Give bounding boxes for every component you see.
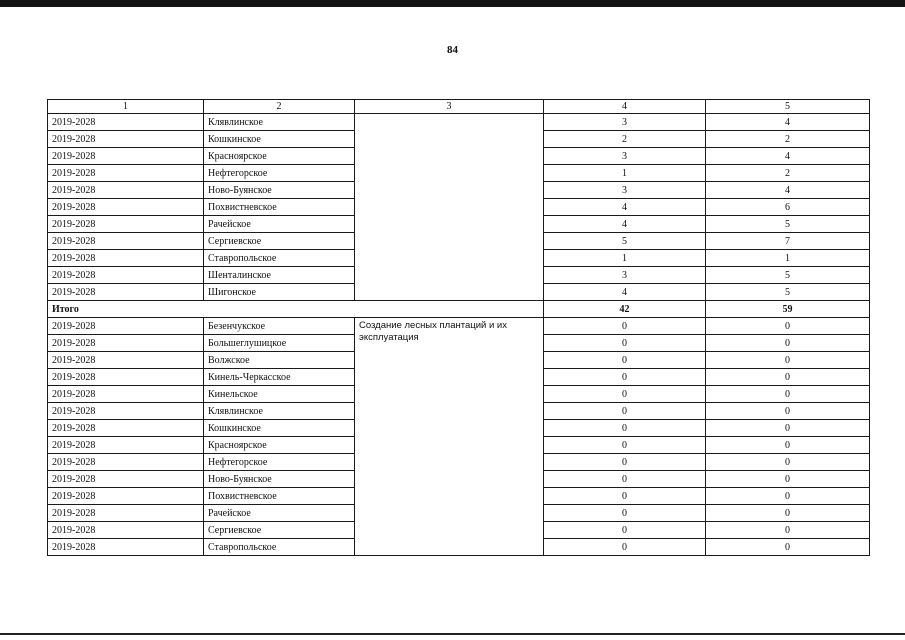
value-col5-cell: 0 xyxy=(706,505,870,522)
activity-cell xyxy=(355,114,544,301)
period-cell: 2019-2028 xyxy=(48,420,204,437)
value-col4-cell: 4 xyxy=(544,199,706,216)
table-row xyxy=(48,114,870,131)
period-cell: 2019-2028 xyxy=(48,114,204,131)
page-number: 84 xyxy=(447,44,458,56)
value-col5-cell: 0 xyxy=(706,454,870,471)
column-header: 2 xyxy=(204,100,355,114)
period-cell: 2019-2028 xyxy=(48,233,204,250)
value-col4-cell: 2 xyxy=(544,131,706,148)
value-col5-cell: 0 xyxy=(706,420,870,437)
period-cell: 2019-2028 xyxy=(48,335,204,352)
value-col5-cell: 4 xyxy=(706,182,870,199)
district-cell: Кошкинское xyxy=(204,131,355,148)
period-cell: 2019-2028 xyxy=(48,539,204,556)
value-col5-cell: 5 xyxy=(706,267,870,284)
period-cell: 2019-2028 xyxy=(48,403,204,420)
column-header: 4 xyxy=(544,100,706,114)
column-header: 1 xyxy=(48,100,204,114)
value-col5-cell: 0 xyxy=(706,522,870,539)
district-cell: Кинельское xyxy=(204,386,355,403)
value-col5-cell: 0 xyxy=(706,437,870,454)
value-col4-cell: 0 xyxy=(544,522,706,539)
district-cell: Сергиевское xyxy=(204,522,355,539)
period-cell: 2019-2028 xyxy=(48,386,204,403)
value-col4-cell: 0 xyxy=(544,437,706,454)
district-cell: Клявлинское xyxy=(204,403,355,420)
value-col4-cell: 1 xyxy=(544,250,706,267)
district-cell: Кинель-Черкасское xyxy=(204,369,355,386)
value-col4-cell: 0 xyxy=(544,471,706,488)
value-col4-cell: 0 xyxy=(544,539,706,556)
period-cell: 2019-2028 xyxy=(48,318,204,335)
district-cell: Волжское xyxy=(204,352,355,369)
period-cell: 2019-2028 xyxy=(48,488,204,505)
value-col4-cell: 3 xyxy=(544,148,706,165)
column-header: 3 xyxy=(355,100,544,114)
top-border-rule xyxy=(0,0,905,7)
period-cell: 2019-2028 xyxy=(48,216,204,233)
table-row xyxy=(48,318,870,335)
district-cell: Клявлинское xyxy=(204,114,355,131)
district-cell: Ново-Буянское xyxy=(204,182,355,199)
value-col4-cell: 0 xyxy=(544,403,706,420)
bottom-border-rule xyxy=(0,633,905,635)
total-row xyxy=(48,301,870,318)
district-cell: Красноярское xyxy=(204,437,355,454)
value-col5-cell: 0 xyxy=(706,352,870,369)
district-cell: Безенчукское xyxy=(204,318,355,335)
activity-cell: Создание лесных плантаций и их эксплуатация xyxy=(355,318,544,556)
value-col4-cell: 3 xyxy=(544,267,706,284)
value-col5-cell: 2 xyxy=(706,165,870,182)
value-col4-cell: 0 xyxy=(544,505,706,522)
total-col5-cell: 59 xyxy=(706,301,870,318)
value-col4-cell: 0 xyxy=(544,488,706,505)
district-cell: Большеглушицкое xyxy=(204,335,355,352)
value-col4-cell: 3 xyxy=(544,114,706,131)
value-col5-cell: 4 xyxy=(706,114,870,131)
district-cell: Ставропольское xyxy=(204,539,355,556)
period-cell: 2019-2028 xyxy=(48,471,204,488)
district-cell: Рачейское xyxy=(204,216,355,233)
value-col4-cell: 5 xyxy=(544,233,706,250)
value-col5-cell: 7 xyxy=(706,233,870,250)
value-col5-cell: 6 xyxy=(706,199,870,216)
district-cell: Сергиевское xyxy=(204,233,355,250)
period-cell: 2019-2028 xyxy=(48,148,204,165)
district-cell: Красноярское xyxy=(204,148,355,165)
value-col5-cell: 5 xyxy=(706,284,870,301)
value-col4-cell: 0 xyxy=(544,318,706,335)
value-col4-cell: 0 xyxy=(544,369,706,386)
period-cell: 2019-2028 xyxy=(48,131,204,148)
district-cell: Кошкинское xyxy=(204,420,355,437)
period-cell: 2019-2028 xyxy=(48,182,204,199)
district-cell: Шенталинское xyxy=(204,267,355,284)
value-col4-cell: 0 xyxy=(544,335,706,352)
period-cell: 2019-2028 xyxy=(48,454,204,471)
value-col5-cell: 0 xyxy=(706,471,870,488)
period-cell: 2019-2028 xyxy=(48,267,204,284)
table-header-row xyxy=(48,100,870,114)
value-col4-cell: 0 xyxy=(544,386,706,403)
period-cell: 2019-2028 xyxy=(48,352,204,369)
value-col5-cell: 4 xyxy=(706,148,870,165)
period-cell: 2019-2028 xyxy=(48,199,204,216)
value-col5-cell: 0 xyxy=(706,488,870,505)
value-col4-cell: 0 xyxy=(544,352,706,369)
period-cell: 2019-2028 xyxy=(48,369,204,386)
value-col4-cell: 4 xyxy=(544,216,706,233)
value-col5-cell: 2 xyxy=(706,131,870,148)
value-col5-cell: 0 xyxy=(706,318,870,335)
value-col5-cell: 0 xyxy=(706,369,870,386)
value-col4-cell: 0 xyxy=(544,420,706,437)
district-cell: Ставропольское xyxy=(204,250,355,267)
value-col5-cell: 0 xyxy=(706,335,870,352)
total-col4-cell: 42 xyxy=(544,301,706,318)
period-cell: 2019-2028 xyxy=(48,522,204,539)
value-col4-cell: 4 xyxy=(544,284,706,301)
data-table xyxy=(47,99,870,556)
value-col4-cell: 1 xyxy=(544,165,706,182)
district-cell: Нефтегорское xyxy=(204,165,355,182)
period-cell: 2019-2028 xyxy=(48,505,204,522)
district-cell: Рачейское xyxy=(204,505,355,522)
value-col5-cell: 0 xyxy=(706,386,870,403)
value-col5-cell: 0 xyxy=(706,403,870,420)
district-cell: Нефтегорское xyxy=(204,454,355,471)
value-col5-cell: 1 xyxy=(706,250,870,267)
value-col5-cell: 0 xyxy=(706,539,870,556)
period-cell: 2019-2028 xyxy=(48,165,204,182)
value-col4-cell: 0 xyxy=(544,454,706,471)
period-cell: 2019-2028 xyxy=(48,284,204,301)
period-cell: 2019-2028 xyxy=(48,437,204,454)
value-col5-cell: 5 xyxy=(706,216,870,233)
district-cell: Ново-Буянское xyxy=(204,471,355,488)
period-cell: 2019-2028 xyxy=(48,250,204,267)
table-body xyxy=(48,100,870,556)
total-label: Итого xyxy=(48,301,544,318)
district-cell: Похвистневское xyxy=(204,488,355,505)
district-cell: Похвистневское xyxy=(204,199,355,216)
district-cell: Шигонское xyxy=(204,284,355,301)
value-col4-cell: 3 xyxy=(544,182,706,199)
column-header: 5 xyxy=(706,100,870,114)
